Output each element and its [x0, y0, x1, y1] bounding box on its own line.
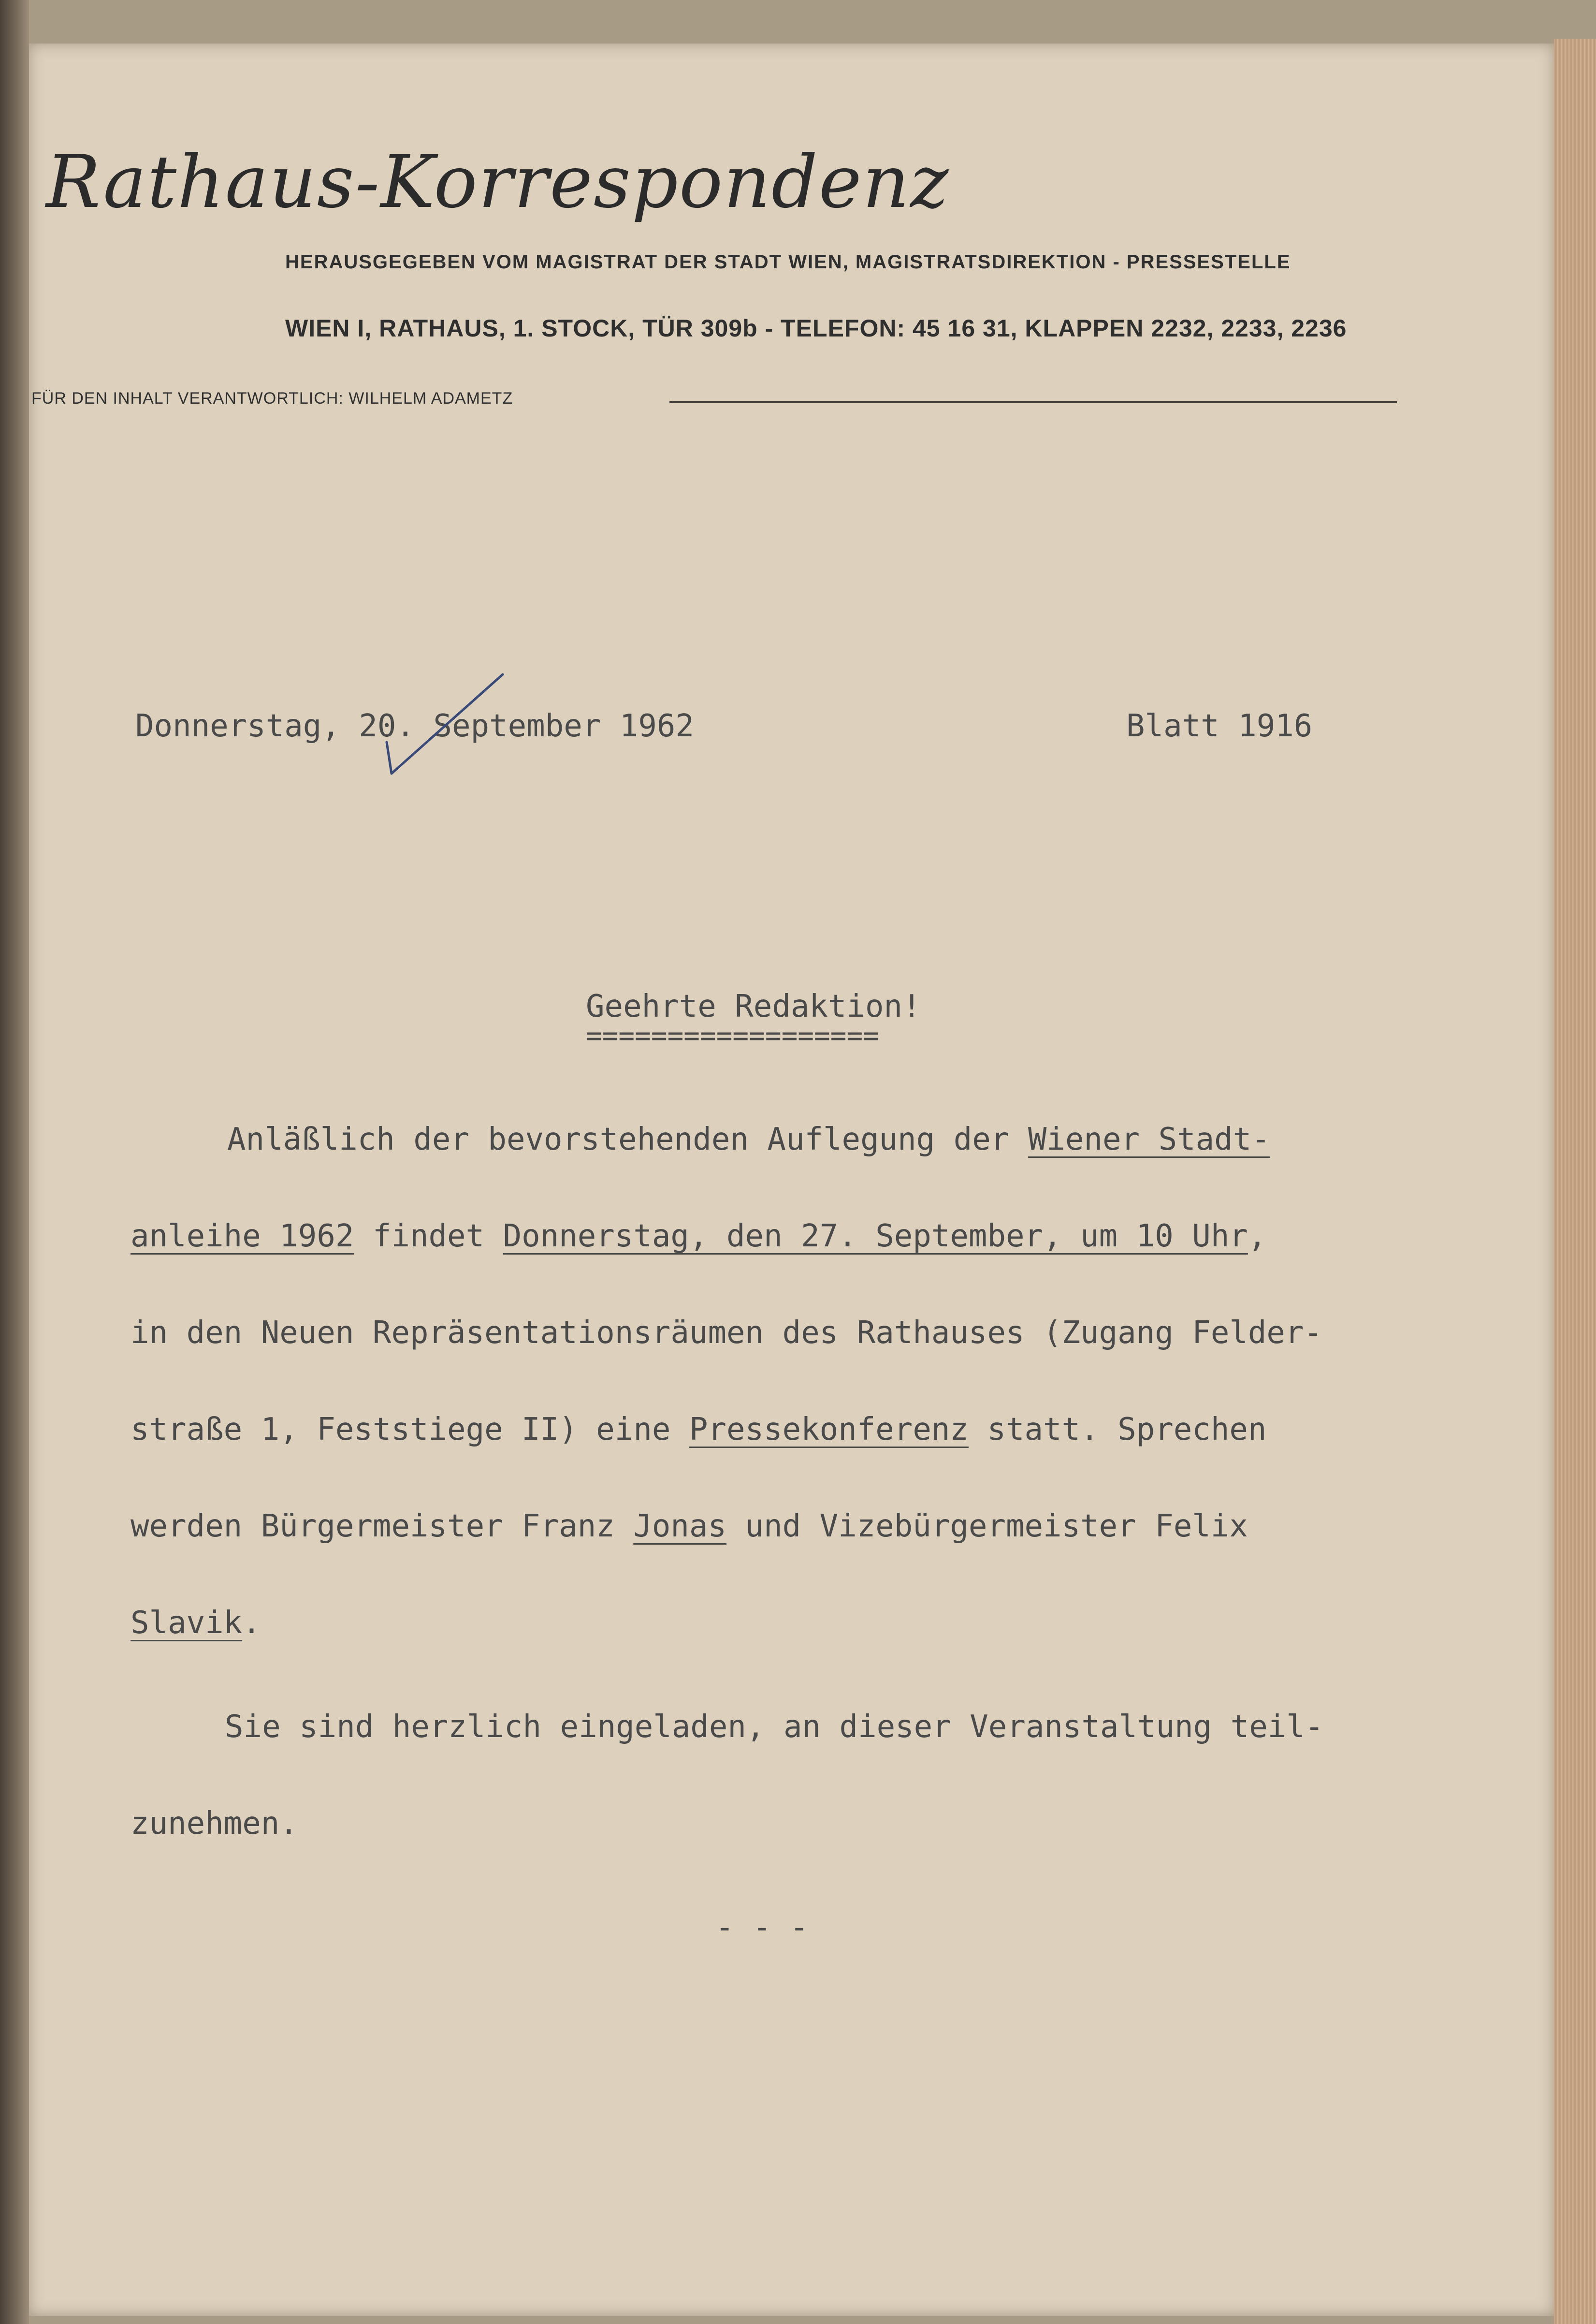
address-line: WIEN I, RATHAUS, 1. STOCK, TÜR 309b - TELEFON: 45 16 31, KLAPPEN 2232, 2233, 2236	[285, 315, 1347, 342]
paragraph-1-line-3: in den Neuen Repräsentationsräumen des Rathauses (Zugang Felder-	[131, 1315, 1322, 1351]
underlined-text: Jonas	[633, 1508, 726, 1544]
text-span: und Vizebürgermeister Felix	[726, 1508, 1248, 1544]
text-span: straße 1, Feststiege II) eine	[131, 1412, 689, 1447]
sheet-number: Blatt 1916	[1126, 708, 1313, 744]
paragraph-1-line-1	[227, 1122, 1270, 1157]
underlined-text: anleihe 1962	[131, 1218, 354, 1254]
underlined-text: Wiener Stadt-	[1028, 1122, 1270, 1157]
text-span: Anläßlich der bevorstehenden Auflegung der	[227, 1122, 1028, 1157]
document-page	[29, 44, 1554, 2316]
text-span: werden Bürgermeister Franz	[131, 1508, 634, 1544]
paragraph-1-line-5	[131, 1508, 1248, 1544]
responsible-line: FÜR DEN INHALT VERANTWORTLICH: WILHELM ADAMETZ	[31, 389, 513, 408]
closing-mark: - - -	[715, 1910, 809, 1945]
text-span: ,	[1248, 1218, 1267, 1254]
checkmark-annotation	[382, 670, 508, 781]
salutation-underline: ==================	[586, 1020, 879, 1052]
page-edges	[1554, 39, 1596, 2324]
underlined-text: Slavik	[131, 1605, 243, 1641]
paragraph-1-line-6	[131, 1605, 261, 1641]
text-span: findet	[354, 1218, 503, 1254]
salutation: Geehrte Redaktion!	[586, 989, 921, 1024]
paragraph-2-line-1: Sie sind herzlich eingeladen, an dieser Veranstaltung teil-	[225, 1709, 1324, 1745]
underlined-text: Donnerstag, den 27. September, um 10 Uhr	[503, 1218, 1248, 1254]
underlined-text: Pressekonferenz	[689, 1412, 969, 1447]
text-span: .	[242, 1605, 261, 1641]
paragraph-1-line-2	[131, 1218, 1266, 1254]
text-span: statt. Sprechen	[968, 1412, 1267, 1447]
paragraph-1-line-4	[131, 1412, 1266, 1447]
date-line: Donnerstag, 20. September 1962	[135, 708, 694, 744]
paragraph-2-line-2: zunehmen.	[131, 1806, 298, 1842]
book-binding	[0, 0, 29, 2324]
header-rule	[669, 401, 1397, 403]
publisher-line: HERAUSGEGEBEN VOM MAGISTRAT DER STADT WIEN, MAGISTRATSDIREKTION - PRESSESTELLE	[285, 251, 1291, 273]
masthead-title: Rathaus-Korrespondenz	[46, 140, 950, 224]
